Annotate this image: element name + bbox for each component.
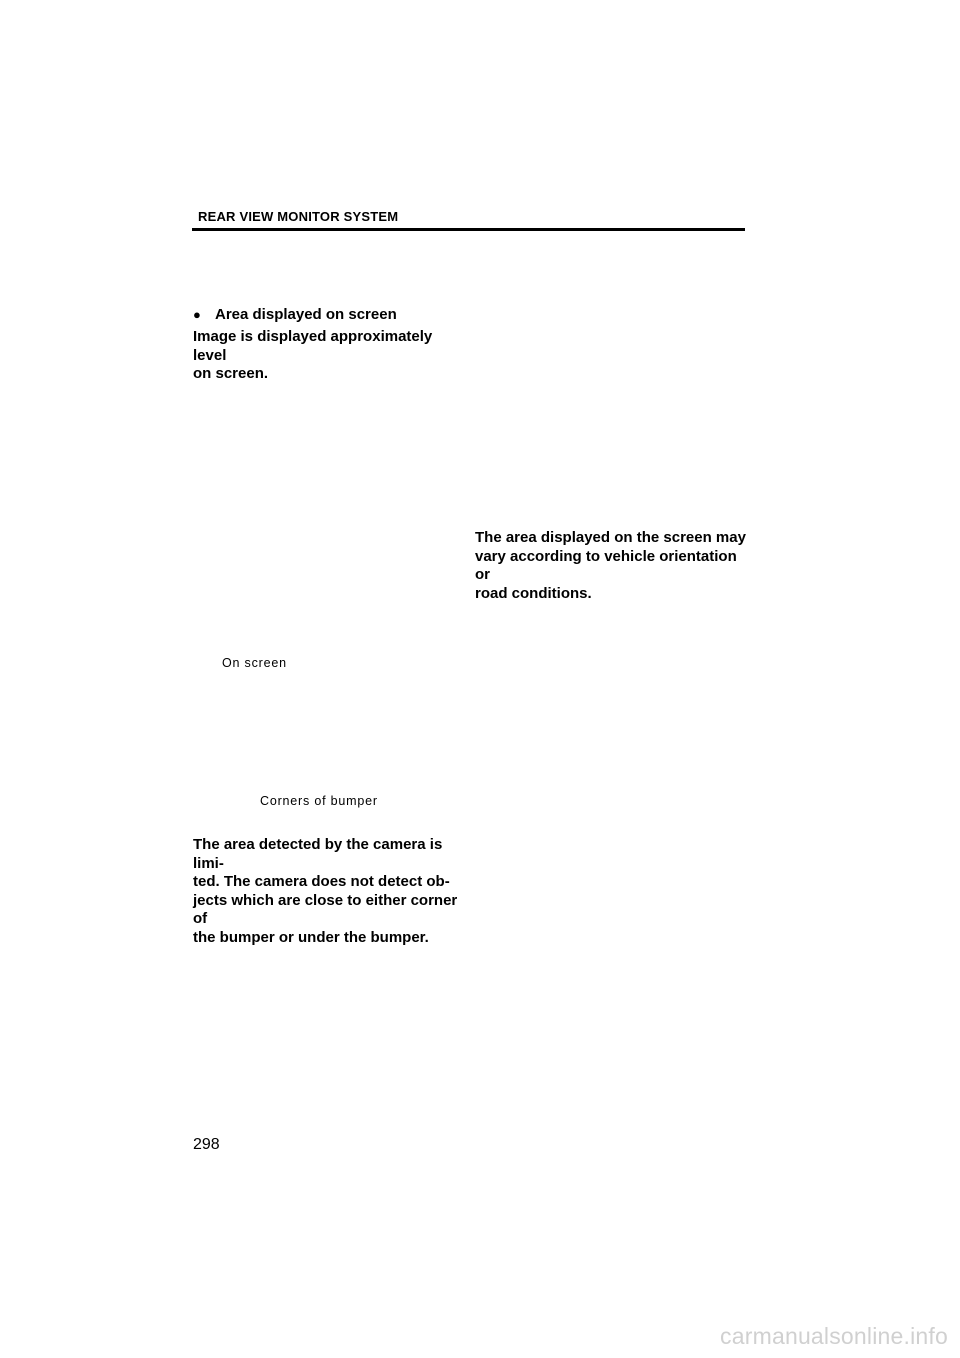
section-title: REAR VIEW MONITOR SYSTEM [198,209,399,224]
heading-text: Area displayed on screen [215,306,397,323]
figure-caption-corners-of-bumper: Corners of bumper [260,794,378,808]
variation-paragraph: The area displayed on the screen may vary according to vehicle orientation or road conditions. [475,529,746,602]
figure-caption-on-screen: On screen [222,656,287,670]
bullet-icon: ● [193,307,201,322]
bullet-heading [193,306,397,323]
limitation-paragraph: The area detected by the camera is limi- ted. The camera does not detect ob- jects which are close to either corner of the bumper or under the bumper. [193,836,458,946]
watermark: carmanualsonline.info [720,1323,948,1349]
intro-paragraph: Image is displayed approximately level on screen. [193,328,433,382]
page-number: 298 [193,1136,220,1153]
header-rule [192,228,745,231]
